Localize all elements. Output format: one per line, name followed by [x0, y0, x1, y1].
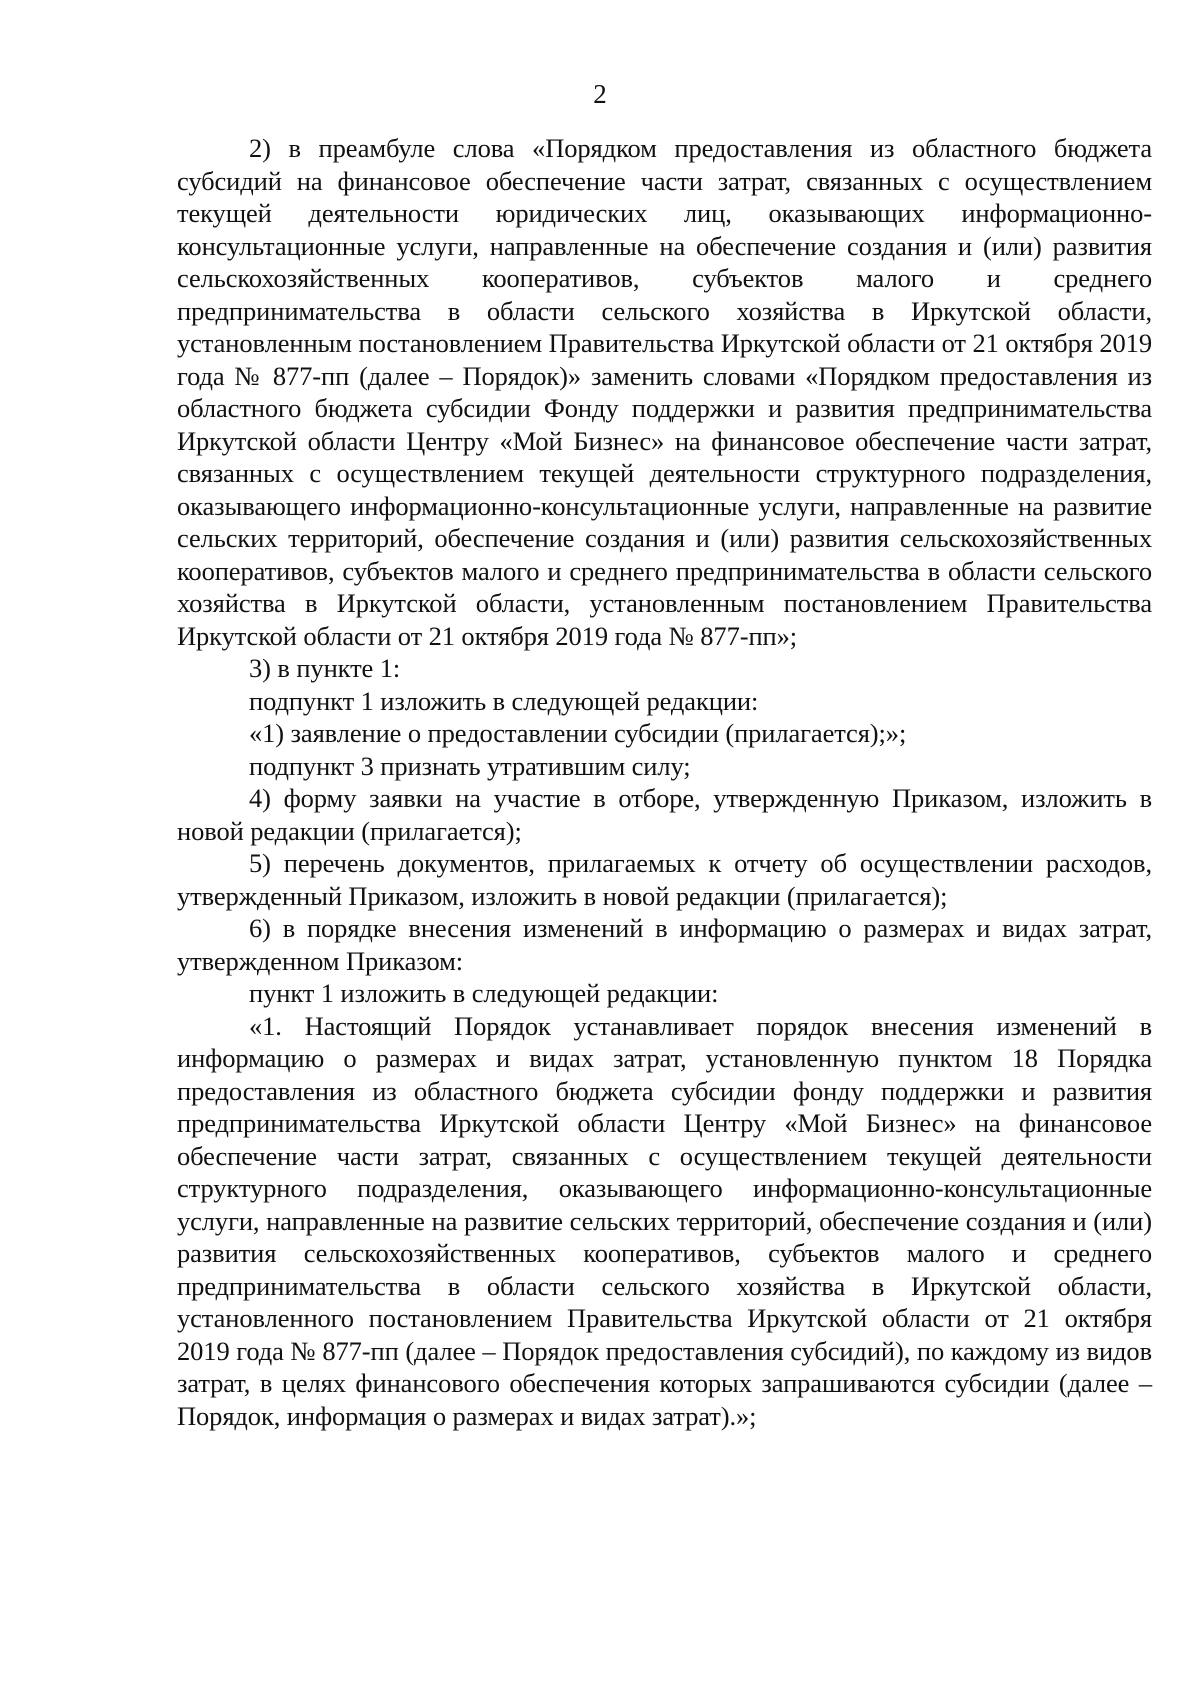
paragraph-item-6: 6) в порядке внесения изменений в информацию о размерах и видах затрат, утвержденном Приказом:: [177, 913, 1152, 976]
paragraph-item-3: 3) в пункте 1:: [249, 653, 401, 683]
page-number: 2: [593, 79, 607, 109]
paragraph-preamble-amendment: 2) в преамбуле слова «Порядком предоставления из областного бюджета субсидий на финансовое обеспечение части затрат, связанных с осуществлением текущей деятельности юридических лиц, оказывающих информационно-консультационные услуги, направленные на обеспечение создания и (или) развития сельскохозяйственных кооперативов, субъектов малого и среднего предпринимательства в области сельского хозяйства в Иркутской области, установленным постановлением Правительства Иркутской области от 21 октября 2019 года № 877-пп (далее – Порядок)» заменить словами «Порядком предоставления из областного бюджета субсидии Фонду поддержки и развития предпринимательства Иркутской области Центру «Мой Бизнес» на финансовое обеспечение части затрат, связанных с осуществлением текущей деятельности структурного подразделения, оказывающего информационно-консультационные услуги, направленные на развитие сельских территорий, обеспечение создания и (или) развития сельскохозяйственных кооперативов, субъектов малого и среднего предпринимательства в области сельского хозяйства в Иркутской области, установленным постановлением Правительства Иркутской области от 21 октября 2019 года № 877-пп»;: [177, 133, 1152, 651]
paragraph-subitem-3: подпункт 3 признать утратившим силу;: [249, 750, 691, 781]
paragraph-item-4: 4) форму заявки на участие в отборе, утвержденную Приказом, изложить в новой редакции (прилагается);: [177, 783, 1152, 846]
paragraph-point-1-text: «1. Настоящий Порядок устанавливает порядок внесения изменений в информацию о размерах и видах затрат, установленную пунктом 18 Порядка предоставления из областного бюджета субсидии фонду поддержки и развития предпринимательства Иркутской области Центру «Мой Бизнес» на финансовое обеспечение части затрат, связанных с осуществлением текущей деятельности структурного подразделения, оказывающего информационно-консультационные услуги, направленные на развитие сельских территорий, обеспечение создания и (или) развития сельскохозяйственных кооперативов, субъектов малого и среднего предпринимательства в области сельского хозяйства в Иркутской области, установленного постановлением Правительства Иркутской области от 21 октября 2019 года № 877-пп (далее – Порядок предоставления субсидий), по каждому из видов затрат, в целях финансового обеспечения которых запрашиваются субсидии (далее – Порядок, информация о размерах и видах затрат).»;: [177, 1010, 1152, 1431]
paragraph-subitem-1-text: «1) заявление о предоставлении субсидии (прилагается);»;: [249, 718, 907, 748]
paragraph-subitem-1-heading: подпункт 1 изложить в следующей редакции:: [249, 685, 759, 716]
paragraph-item-5: 5) перечень документов, прилагаемых к отчету об осуществлении расходов, утвержденный Приказом, изложить в новой редакции (прилагается);: [177, 848, 1152, 911]
document-body: [177, 132, 1152, 1432]
paragraph-point-1-heading: пункт 1 изложить в следующей редакции:: [249, 978, 719, 1008]
